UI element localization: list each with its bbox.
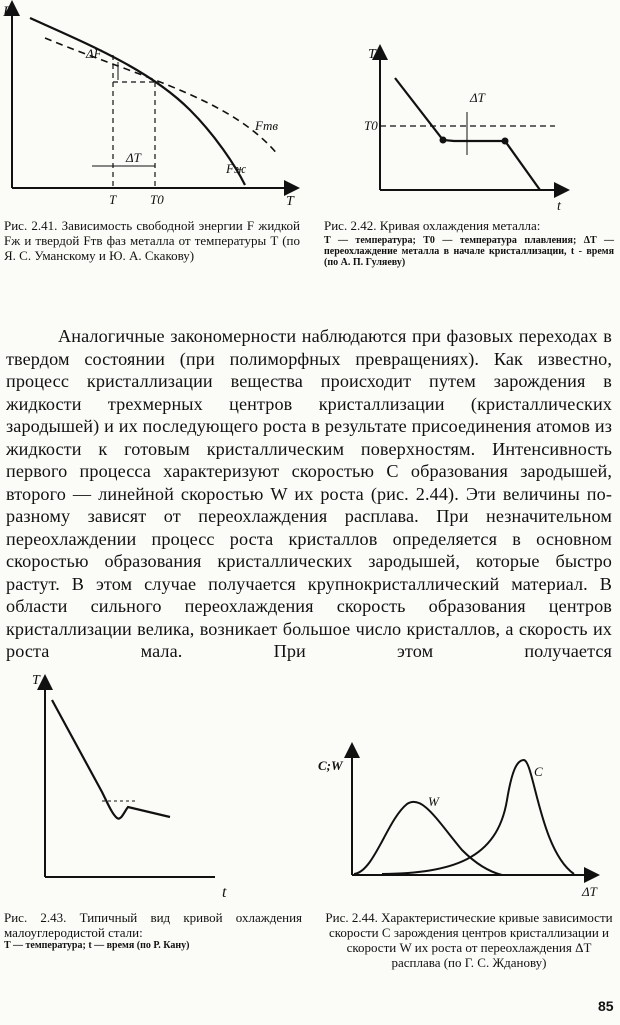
t-axis-y-label: T	[368, 47, 376, 62]
caption-2-44-text: Характеристические кривые зависимости скорости C зарождения центров кристаллизации и скорости W их роста от переохлаждения ΔT расплава (по Г. С. Жданову)	[328, 910, 613, 970]
caption-2-43-title: Рис. 2.43.	[4, 910, 67, 925]
caption-2-43	[4, 910, 302, 951]
figure-2-41-plot	[0, 0, 300, 215]
figure-2-41	[0, 0, 300, 215]
figure-2-42	[350, 40, 610, 215]
curve-c	[382, 760, 574, 874]
y-axis-label: C;W	[318, 758, 343, 773]
caption-2-41-text: Зависимость свободной энергии F жидкой Fж и твердой Fтв фаз металла от температуры T (по Я. С. Уманскому и Ю. А. Скакову)	[4, 218, 300, 263]
body-paragraph: Аналогичные закономерности наблюдаются при фазовых переходах в твердом состоянии (при полиморфных превращениях). Как известно, процесс кристаллизации вещества происходит путем зарождения в жидкости трехмерных центров кристаллизации (кристаллических зародышей) и их последующего роста в результате присоединения атомов из жидкости к готовым кристаллическим поверхностям. Интенсивность первого процесса характеризуют скоростью C образования зародышей, второго — линейной скоростью W их роста (рис. 2.44). Эти величины по-разному зависят от переохлаждения расплава. При незначительном переохлаждении процесс роста кристаллов определяется в основном скоростью образования кристаллических зародышей, которые быстро растут. В этом случае получается крупнокристаллический материал. В области сильного переохлаждения скорость образования центров кристаллизации велика, возникает большое число кристаллов, а скорость их роста мала. При этом получается	[6, 326, 612, 661]
figure-2-43-plot	[20, 672, 290, 907]
t-axis-y-label: T	[32, 673, 40, 688]
figure-2-44	[312, 740, 612, 905]
curve-w	[354, 802, 502, 875]
f-axis-label: F	[3, 4, 13, 20]
figure-2-42-plot	[350, 40, 610, 215]
t-axis-x-label: t	[222, 884, 227, 901]
t0-tick-label: T0	[150, 192, 164, 207]
caption-2-42-title: Рис. 2.42.	[324, 218, 377, 233]
caption-2-43-text: Типичный вид кривой охлаждения малоуглеродистой стали:	[4, 910, 303, 940]
figure-2-43	[20, 672, 290, 907]
t-tick-label: T	[109, 192, 117, 207]
f-liquid-label: Fж	[226, 161, 247, 176]
delta-f-label: ΔF	[86, 46, 102, 61]
curve-c-label: C	[534, 764, 543, 779]
curve-f-solid	[45, 38, 278, 155]
t0-label: T0	[364, 118, 378, 133]
x-axis-label: ΔT	[582, 884, 597, 899]
f-solid-label: Fтв	[255, 118, 278, 133]
caption-2-44	[322, 910, 616, 970]
t-axis-x-label: t	[557, 199, 561, 214]
curve-w-label: W	[428, 794, 439, 809]
delta-t-label: ΔT	[470, 90, 485, 105]
caption-2-41-title: Рис. 2.41.	[4, 218, 58, 233]
caption-2-41	[4, 218, 300, 263]
caption-2-43-note: T — температура; t — время (по Р. Кану)	[4, 940, 190, 951]
page-number: 85	[598, 998, 614, 1014]
caption-2-42-text: Кривая охлаждения металла:	[379, 218, 541, 233]
figure-2-44-plot	[312, 740, 612, 905]
delta-t-label: ΔT	[126, 150, 141, 165]
t-axis-label: T	[286, 194, 294, 209]
caption-2-42	[324, 218, 614, 268]
caption-2-44-title: Рис. 2.44.	[325, 910, 378, 925]
caption-2-42-note: T — температура; T0 — температура плавления; ΔT — переохлаждение металла в начале кристаллизации, t - время (по А. П. Гуляеву)	[324, 235, 614, 268]
